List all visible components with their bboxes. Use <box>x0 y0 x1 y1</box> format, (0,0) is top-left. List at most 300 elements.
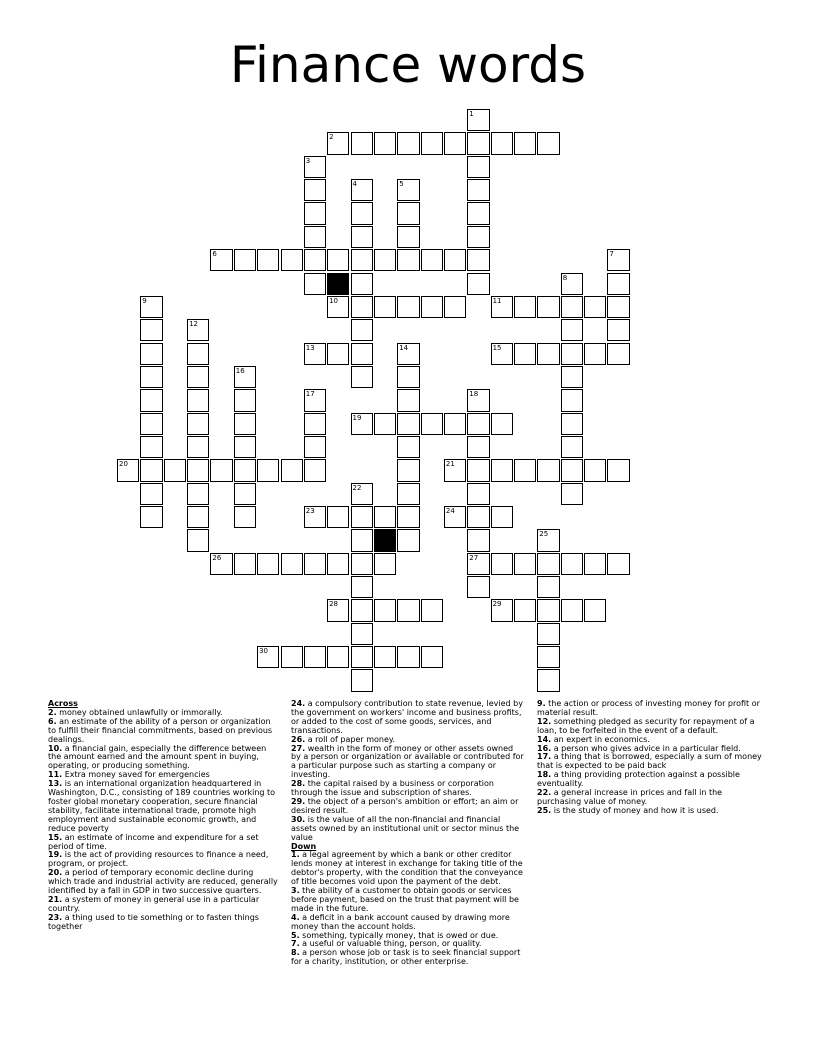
grid-cell[interactable] <box>607 249 629 271</box>
grid-cell[interactable] <box>584 459 606 481</box>
grid-cell[interactable] <box>187 506 209 528</box>
clue-list <box>48 700 768 1000</box>
grid-cell[interactable] <box>467 413 489 435</box>
cell-number: 13 <box>305 343 315 352</box>
grid-cell[interactable] <box>187 459 209 481</box>
clue-text: something, typically money, that is owed or due. <box>302 930 499 940</box>
grid-cell[interactable] <box>374 249 396 271</box>
grid-cell[interactable] <box>467 529 489 551</box>
clue-number: 28. <box>291 779 306 789</box>
grid-cell[interactable] <box>561 366 583 388</box>
grid-cell[interactable] <box>234 389 256 411</box>
grid-cell[interactable] <box>561 296 583 318</box>
cell-number: 27 <box>469 553 479 562</box>
grid-cell[interactable] <box>351 343 373 365</box>
clue-number: 17. <box>537 752 552 762</box>
grid-cell[interactable] <box>140 459 162 481</box>
grid-cell[interactable] <box>491 343 513 365</box>
grid-cell[interactable] <box>234 366 256 388</box>
grid-cell[interactable] <box>397 226 419 248</box>
clue-text: a period of temporary economic decline during which trade and industrial activity are reduced, generally identified by a fall in GDP in two successive quarters. <box>48 868 278 896</box>
clue-text: the object of a person's ambition or effort; an aim or desired result. <box>291 796 519 815</box>
clue-text: the capital raised by a business or corporation through the issue and subscription of shares. <box>291 779 494 798</box>
grid-cell[interactable] <box>140 413 162 435</box>
grid-cell[interactable] <box>467 576 489 598</box>
clue-text: Extra money saved for emergencies <box>64 770 210 780</box>
grid-cell[interactable] <box>234 483 256 505</box>
grid-cell[interactable] <box>281 646 303 668</box>
grid-cell[interactable] <box>537 529 559 551</box>
grid-cell[interactable] <box>234 413 256 435</box>
grid-cell[interactable] <box>561 553 583 575</box>
cell-number: 21 <box>445 460 455 469</box>
clue-number: 8. <box>291 948 300 958</box>
grid-cell[interactable] <box>234 249 256 271</box>
grid-cell[interactable] <box>491 296 513 318</box>
clue-text: an estimate of income and expenditure for a set period of time. <box>48 832 259 851</box>
grid-cell[interactable] <box>140 436 162 458</box>
cell-number: 2 <box>329 133 334 142</box>
grid-cell[interactable] <box>584 553 606 575</box>
cell-number: 17 <box>305 390 315 399</box>
grid-cell[interactable] <box>397 413 419 435</box>
grid-cell[interactable] <box>491 506 513 528</box>
clue-column-3 <box>537 700 768 816</box>
clue-number: 21. <box>48 894 63 904</box>
grid-cell[interactable] <box>351 319 373 341</box>
grid-cell[interactable] <box>281 249 303 271</box>
clue-item <box>537 807 768 816</box>
grid-cell[interactable] <box>187 529 209 551</box>
grid-block <box>327 273 349 295</box>
grid-cell[interactable] <box>397 459 419 481</box>
clue-text: a financial gain, especially the difference between the amount earned and the amount spent in buying, operating, or producing something. <box>48 743 267 771</box>
grid-cell[interactable] <box>374 413 396 435</box>
grid-cell[interactable] <box>397 389 419 411</box>
grid-cell[interactable] <box>421 646 443 668</box>
grid-cell[interactable] <box>351 273 373 295</box>
cell-number: 28 <box>329 600 339 609</box>
grid-cell[interactable] <box>397 249 419 271</box>
grid-cell[interactable] <box>351 646 373 668</box>
grid-cell[interactable] <box>537 343 559 365</box>
clue-number: 30. <box>291 814 306 824</box>
cell-number: 14 <box>399 343 409 352</box>
grid-cell[interactable] <box>327 553 349 575</box>
cell-number: 26 <box>212 553 222 562</box>
clue-number: 3. <box>291 886 300 896</box>
cell-number: 25 <box>539 530 549 539</box>
grid-cell[interactable] <box>467 389 489 411</box>
grid-cell[interactable] <box>117 459 139 481</box>
grid-cell[interactable] <box>327 249 349 271</box>
grid-cell[interactable] <box>257 646 279 668</box>
cell-number: 10 <box>329 296 339 305</box>
clue-number: 27. <box>291 743 306 753</box>
clue-item <box>291 700 524 736</box>
grid-cell[interactable] <box>397 296 419 318</box>
grid-cell[interactable] <box>421 296 443 318</box>
grid-cell[interactable] <box>304 202 326 224</box>
grid-cell[interactable] <box>304 413 326 435</box>
grid-cell[interactable] <box>537 623 559 645</box>
grid-cell[interactable] <box>374 553 396 575</box>
grid-cell[interactable] <box>467 506 489 528</box>
grid-cell[interactable] <box>374 646 396 668</box>
clue-item <box>291 949 524 967</box>
clue-text: an expert in economics. <box>553 734 650 744</box>
clue-item <box>291 816 524 843</box>
grid-cell[interactable] <box>187 483 209 505</box>
grid-cell[interactable] <box>537 296 559 318</box>
clue-number: 20. <box>48 868 63 878</box>
clue-text: is the act of providing resources to finance a need, program, or project. <box>48 850 269 869</box>
grid-cell[interactable] <box>397 343 419 365</box>
grid-cell[interactable] <box>327 343 349 365</box>
cell-number: 6 <box>212 250 217 259</box>
clue-number: 12. <box>537 716 552 726</box>
clue-text: a person who gives advice in a particular field. <box>553 743 741 753</box>
clue-number: 23. <box>48 912 63 922</box>
clue-number: 16. <box>537 743 552 753</box>
grid-cell[interactable] <box>561 273 583 295</box>
grid-cell[interactable] <box>140 483 162 505</box>
grid-cell[interactable] <box>257 249 279 271</box>
clue-number: 25. <box>537 805 552 815</box>
grid-cell[interactable] <box>304 646 326 668</box>
clue-number: 6. <box>48 716 57 726</box>
grid-cell[interactable] <box>234 436 256 458</box>
clue-number: 26. <box>291 734 306 744</box>
grid-cell[interactable] <box>561 319 583 341</box>
clue-number: 18. <box>537 770 552 780</box>
grid-cell[interactable] <box>327 296 349 318</box>
clue-item <box>537 771 768 789</box>
grid-cell[interactable] <box>234 553 256 575</box>
grid-cell[interactable] <box>537 553 559 575</box>
grid-cell[interactable] <box>444 132 466 154</box>
grid-cell[interactable] <box>351 506 373 528</box>
grid-cell[interactable] <box>351 226 373 248</box>
grid-cell[interactable] <box>467 553 489 575</box>
cell-number: 1 <box>469 110 474 118</box>
grid-cell[interactable] <box>397 132 419 154</box>
grid-cell[interactable] <box>397 599 419 621</box>
clue-number: 24. <box>291 699 306 708</box>
clue-item <box>291 887 524 914</box>
clue-text: a roll of paper money. <box>307 734 396 744</box>
grid-cell[interactable] <box>397 202 419 224</box>
grid-cell[interactable] <box>187 319 209 341</box>
clue-number: 29. <box>291 796 306 806</box>
grid-cell[interactable] <box>467 109 489 131</box>
grid-cell[interactable] <box>514 132 536 154</box>
clue-number: 9. <box>537 699 546 708</box>
grid-cell[interactable] <box>537 669 559 691</box>
clue-item <box>48 834 278 852</box>
cell-number: 22 <box>352 483 362 492</box>
grid-cell[interactable] <box>304 179 326 201</box>
grid-cell[interactable] <box>140 366 162 388</box>
grid-cell[interactable] <box>140 343 162 365</box>
grid-cell[interactable] <box>467 459 489 481</box>
clue-text: a person whose job or task is to seek financial support for a charity, institution, or other enterprise. <box>291 948 521 967</box>
grid-cell[interactable] <box>467 249 489 271</box>
clue-item <box>48 869 278 896</box>
cell-number: 18 <box>469 390 479 399</box>
clue-number: 11. <box>48 770 63 780</box>
grid-cell[interactable] <box>304 249 326 271</box>
clue-text: money obtained unlawfully or immorally. <box>59 707 223 717</box>
grid-cell[interactable] <box>351 669 373 691</box>
clue-item <box>48 914 278 932</box>
grid-cell[interactable] <box>210 553 232 575</box>
grid-cell[interactable] <box>467 273 489 295</box>
grid-cell[interactable] <box>444 506 466 528</box>
grid-cell[interactable] <box>561 483 583 505</box>
grid-cell[interactable] <box>607 459 629 481</box>
grid-cell[interactable] <box>421 599 443 621</box>
grid-cell[interactable] <box>351 413 373 435</box>
grid-cell[interactable] <box>351 623 373 645</box>
grid-cell[interactable] <box>421 413 443 435</box>
grid-cell[interactable] <box>491 599 513 621</box>
grid-cell[interactable] <box>397 529 419 551</box>
grid-cell[interactable] <box>374 132 396 154</box>
grid-cell[interactable] <box>304 226 326 248</box>
grid-cell[interactable] <box>351 553 373 575</box>
clue-number: 19. <box>48 850 63 860</box>
grid-cell[interactable] <box>491 553 513 575</box>
grid-cell[interactable] <box>444 296 466 318</box>
clue-text: the ability of a customer to obtain goods or services before payment, based on the trust that payment will be made in the future. <box>291 886 519 913</box>
grid-cell[interactable] <box>327 646 349 668</box>
clue-item <box>537 700 768 718</box>
cell-number: 8 <box>562 273 568 282</box>
clue-text: wealth in the form of money or other assets owned by a person or organization or available or contributed for a particular purpose such as starting a company or investing. <box>291 743 524 780</box>
grid-cell[interactable] <box>561 599 583 621</box>
clue-text: a general increase in prices and fall in the purchasing value of money. <box>537 788 723 806</box>
grid-cell[interactable] <box>351 366 373 388</box>
grid-cell[interactable] <box>444 249 466 271</box>
grid-cell[interactable] <box>187 366 209 388</box>
clue-text: is an international organization headquartered in Washington, D.C., consisting of 189 countries working to foster global monetary cooperation, secure financial stability, facilitate international trade, promote high employment and sustainable economic growth, and reduce poverty <box>48 779 276 833</box>
cell-number: 9 <box>142 296 147 305</box>
cell-number: 12 <box>189 320 199 329</box>
grid-cell[interactable] <box>374 506 396 528</box>
clue-text: a thing used to tie something or to fasten things together <box>48 912 259 931</box>
page-title: Finance words <box>229 36 587 94</box>
grid-cell[interactable] <box>397 366 419 388</box>
grid-cell[interactable] <box>537 646 559 668</box>
grid-cell[interactable] <box>444 413 466 435</box>
grid-cell[interactable] <box>491 132 513 154</box>
grid-cell[interactable] <box>561 459 583 481</box>
grid-cell[interactable] <box>537 599 559 621</box>
grid-cell[interactable] <box>351 576 373 598</box>
grid-cell[interactable] <box>257 459 279 481</box>
grid-cell[interactable] <box>140 389 162 411</box>
grid-cell[interactable] <box>584 296 606 318</box>
grid-cell[interactable] <box>164 459 186 481</box>
grid-cell[interactable] <box>561 343 583 365</box>
clue-text: a useful or valuable thing, person, or quality. <box>302 939 482 949</box>
grid-cell[interactable] <box>257 553 279 575</box>
grid-cell[interactable] <box>607 296 629 318</box>
grid-cell[interactable] <box>304 436 326 458</box>
clue-text: a thing that is borrowed, especially a sum of money that is expected to be paid back <box>537 752 762 771</box>
clue-number: 14. <box>537 734 552 744</box>
grid-cell[interactable] <box>607 343 629 365</box>
grid-cell[interactable] <box>514 599 536 621</box>
grid-cell[interactable] <box>187 389 209 411</box>
clue-number: 2. <box>48 707 57 717</box>
grid-cell[interactable] <box>467 132 489 154</box>
grid-cell[interactable] <box>584 599 606 621</box>
clue-text: a legal agreement by which a bank or other creditor lends money at interest in exchange for taking title of the debtor's property, with the condition that the conveyance of title becomes void upon the payment of the debt. <box>291 850 523 887</box>
grid-cell[interactable] <box>397 436 419 458</box>
grid-cell[interactable] <box>304 506 326 528</box>
cell-number: 16 <box>235 366 245 375</box>
grid-cell[interactable] <box>281 459 303 481</box>
grid-cell[interactable] <box>351 483 373 505</box>
clue-item <box>291 780 524 798</box>
clue-section-header: Across <box>48 699 78 708</box>
grid-cell[interactable] <box>514 343 536 365</box>
grid-cell[interactable] <box>467 483 489 505</box>
grid-cell[interactable] <box>467 436 489 458</box>
clue-number: 1. <box>291 850 300 860</box>
clue-text: a system of money in general use in a particular country. <box>48 894 260 913</box>
cell-number: 23 <box>305 507 315 515</box>
clue-item <box>291 914 524 932</box>
clue-text: is the study of money and how it is used. <box>553 805 719 815</box>
grid-cell[interactable] <box>514 553 536 575</box>
cell-number: 19 <box>352 413 362 422</box>
clue-item <box>291 851 524 887</box>
grid-cell[interactable] <box>514 296 536 318</box>
grid-cell[interactable] <box>351 202 373 224</box>
grid-cell[interactable] <box>374 599 396 621</box>
grid-cell[interactable] <box>351 179 373 201</box>
grid-cell[interactable] <box>584 343 606 365</box>
grid-cell[interactable] <box>351 296 373 318</box>
grid-cell[interactable] <box>514 459 536 481</box>
grid-cell[interactable] <box>234 506 256 528</box>
grid-cell[interactable] <box>467 202 489 224</box>
clue-column-1 <box>48 700 278 932</box>
grid-cell[interactable] <box>491 413 513 435</box>
clue-item <box>48 851 278 869</box>
cell-number: 11 <box>492 296 502 305</box>
grid-cell[interactable] <box>304 273 326 295</box>
clue-text: a compulsory contribution to state revenue, levied by the government on workers' income and business profits, or added to the cost of some goods, services, and transactions. <box>291 699 523 735</box>
grid-cell[interactable] <box>281 553 303 575</box>
clue-number: 5. <box>291 930 300 940</box>
clue-number: 13. <box>48 779 63 789</box>
grid-cell[interactable] <box>467 226 489 248</box>
grid-cell[interactable] <box>140 296 162 318</box>
grid-cell[interactable] <box>327 506 349 528</box>
grid-cell[interactable] <box>537 459 559 481</box>
grid-cell[interactable] <box>397 483 419 505</box>
clue-item <box>537 789 768 807</box>
grid-cell[interactable] <box>444 459 466 481</box>
clue-column-2 <box>291 700 524 967</box>
grid-cell[interactable] <box>304 343 326 365</box>
grid-cell[interactable] <box>421 132 443 154</box>
grid-cell[interactable] <box>467 179 489 201</box>
grid-cell[interactable] <box>140 506 162 528</box>
grid-cell[interactable] <box>210 249 232 271</box>
cell-number: 29 <box>492 600 502 609</box>
clue-text: a deficit in a bank account caused by drawing more money than the account holds. <box>291 912 510 931</box>
clue-text: an estimate of the ability of a person or organization to fulfill their financial commitments, based on previous dealings. <box>48 716 273 744</box>
cell-number: 30 <box>259 647 269 656</box>
grid-cell[interactable] <box>351 599 373 621</box>
cell-number: 3 <box>305 156 311 165</box>
grid-cell[interactable] <box>327 599 349 621</box>
clue-number: 7. <box>291 939 300 949</box>
grid-cell[interactable] <box>210 459 232 481</box>
clue-item <box>48 745 278 772</box>
cell-number: 7 <box>609 250 614 259</box>
grid-cell[interactable] <box>561 413 583 435</box>
grid-cell[interactable] <box>374 296 396 318</box>
grid-cell[interactable] <box>187 343 209 365</box>
grid-cell[interactable] <box>327 132 349 154</box>
clue-item <box>48 718 278 745</box>
grid-cell[interactable] <box>304 156 326 178</box>
grid-cell[interactable] <box>537 576 559 598</box>
grid-cell[interactable] <box>561 436 583 458</box>
grid-cell[interactable] <box>421 249 443 271</box>
grid-cell[interactable] <box>234 459 256 481</box>
cell-number: 5 <box>399 180 404 189</box>
grid-cell[interactable] <box>351 529 373 551</box>
clue-number: 4. <box>291 912 300 922</box>
clue-item <box>537 753 768 771</box>
cell-number: 15 <box>492 343 502 352</box>
grid-cell[interactable] <box>187 436 209 458</box>
grid-block <box>374 529 396 551</box>
grid-cell[interactable] <box>607 273 629 295</box>
clue-item <box>291 745 524 781</box>
grid-cell[interactable] <box>140 319 162 341</box>
grid-cell[interactable] <box>607 553 629 575</box>
clue-section-header: Down <box>291 841 317 851</box>
clue-text: something pledged as security for repayment of a loan, to be forfeited in the event of a default. <box>537 716 755 735</box>
grid-cell[interactable] <box>351 249 373 271</box>
clue-item <box>48 896 278 914</box>
grid-cell[interactable] <box>351 132 373 154</box>
grid-cell[interactable] <box>397 646 419 668</box>
clue-item <box>291 798 524 816</box>
grid-cell[interactable] <box>304 389 326 411</box>
cell-number: 20 <box>119 460 128 469</box>
grid-cell[interactable] <box>467 156 489 178</box>
grid-cell[interactable] <box>561 389 583 411</box>
grid-cell[interactable] <box>537 132 559 154</box>
grid-cell[interactable] <box>491 459 513 481</box>
grid-cell[interactable] <box>304 459 326 481</box>
grid-cell[interactable] <box>187 413 209 435</box>
grid-cell[interactable] <box>607 319 629 341</box>
cell-number: 4 <box>352 180 357 189</box>
grid-cell[interactable] <box>304 553 326 575</box>
grid-cell[interactable] <box>397 179 419 201</box>
grid-cell[interactable] <box>397 506 419 528</box>
